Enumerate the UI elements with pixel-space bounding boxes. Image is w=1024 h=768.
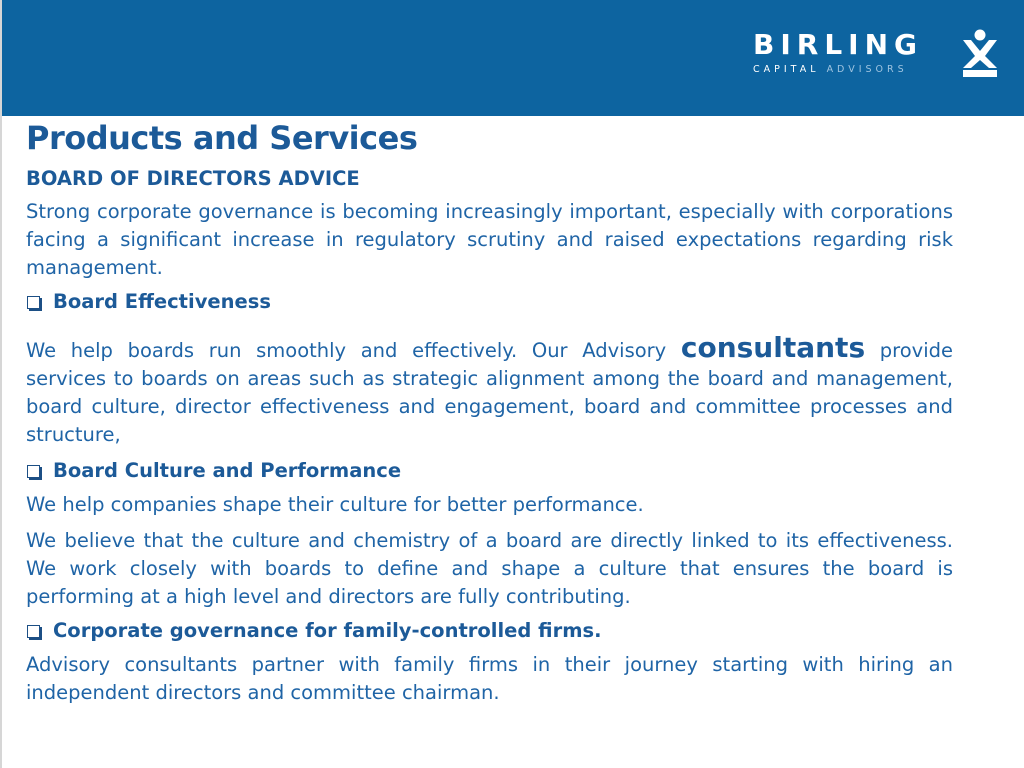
brand-mark-icon (959, 28, 1001, 78)
effectiveness-rest: provide services to boards on areas such as strategic alignment among the board and management, board culture, director effectiveness and engagement, board and committee processes and structure, (26, 339, 953, 446)
family-paragraph: Advisory consultants partner with family firms in their journey starting with hiring an independent directors and committee chairman. (26, 653, 953, 704)
section-heading: BOARD OF DIRECTORS ADVICE (26, 167, 360, 190)
checkbox-bullet-icon (27, 625, 40, 638)
content (26, 118, 953, 715)
bullet-label: Corporate governance for family-controlled firms. (53, 619, 602, 642)
effectiveness-lead: We help boards run smoothly and effectively. Our Advisory (26, 339, 681, 362)
brand-logo (753, 28, 953, 77)
bullet-label: Board Culture and Performance (53, 459, 402, 482)
bullet-label: Board Effectiveness (53, 290, 271, 313)
intro-paragraph: Strong corporate governance is becoming increasingly important, especially with corporations facing a significant increase in regulatory scrutiny and raised expectations regarding risk management. (26, 200, 953, 279)
brand-name: BIRLING (753, 28, 923, 61)
culture-paragraph-2: We believe that the culture and chemistry of a board are directly linked to its effectiveness. We work closely with boards to define and shape a culture that ensures the board is performing at a high level and directors are fully contributing. (26, 529, 953, 608)
brand-tagline (753, 63, 953, 77)
brand-tagline-capital: CAPITAL (753, 64, 820, 75)
bullet-board-culture (26, 457, 953, 485)
effectiveness-paragraph (26, 331, 953, 449)
header-band (2, 0, 1024, 116)
bullet-family-governance (26, 617, 953, 645)
checkbox-bullet-icon (27, 465, 40, 478)
bullet-board-effectiveness (26, 288, 953, 316)
culture-paragraph-1: We help companies shape their culture for better performance. (26, 493, 644, 516)
page-title: Products and Services (26, 119, 418, 157)
effectiveness-emphasis: consultants (680, 331, 866, 364)
brand-tagline-advisors: ADVISORS (826, 64, 908, 75)
checkbox-bullet-icon (27, 296, 40, 309)
